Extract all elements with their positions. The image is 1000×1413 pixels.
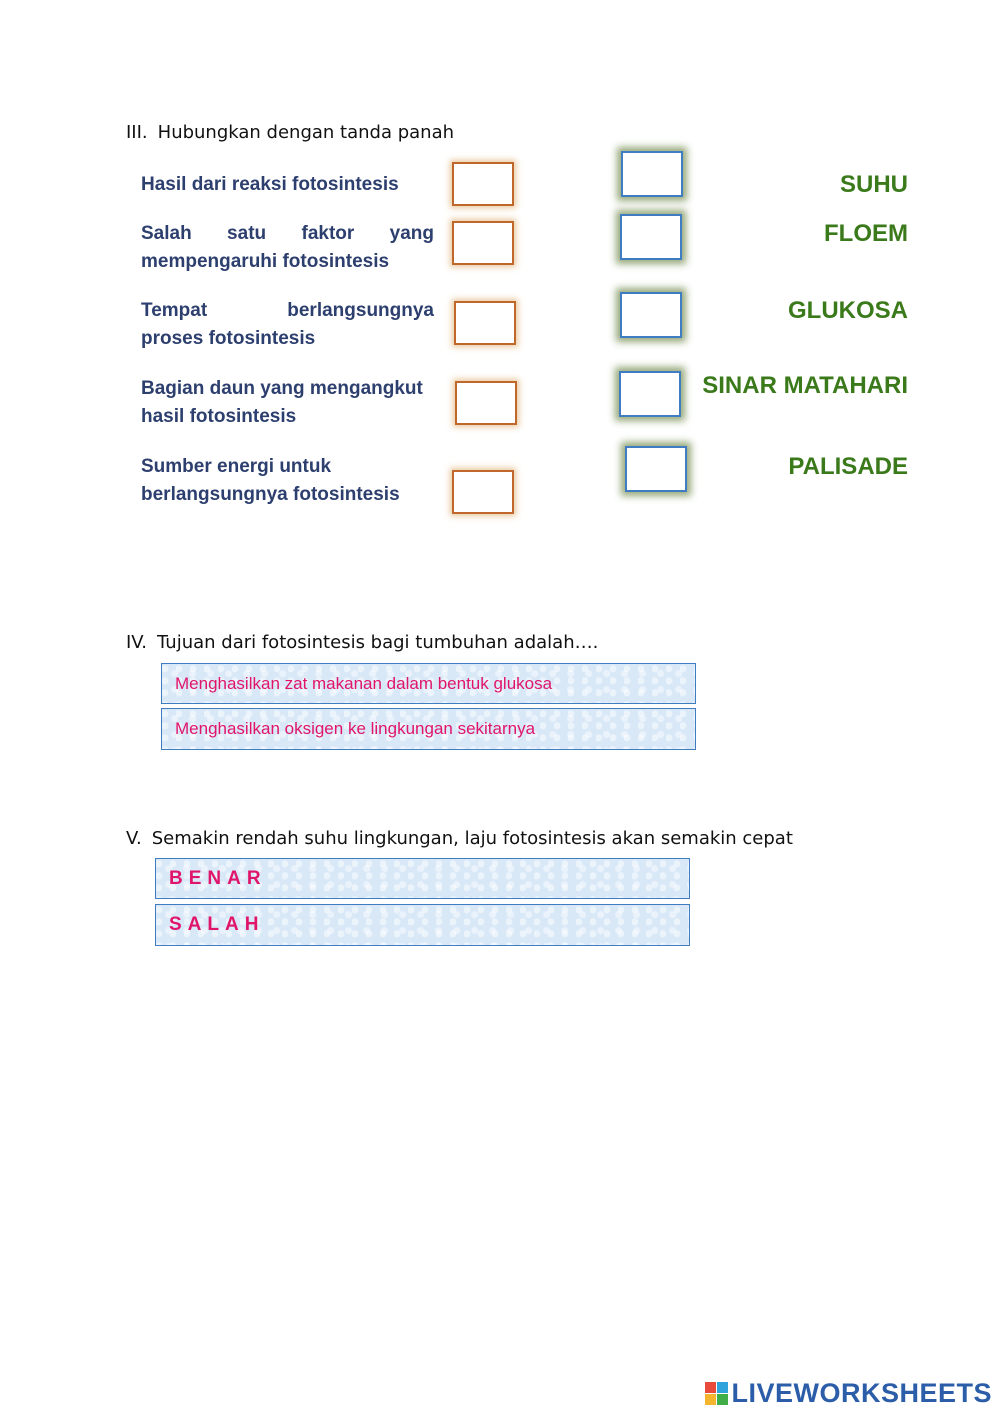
prompt-3 [141, 297, 434, 353]
answer-floem: FLOEM [824, 220, 908, 247]
choice-5-benar-label: BENAR [169, 867, 267, 889]
section-4-title-text: Tujuan dari fotosintesis bagi tumbuhan adalah…. [157, 632, 599, 653]
prompt-1 [141, 171, 434, 199]
prompt-4-line2: hasil fotosintesis [141, 406, 297, 427]
section-4-title [126, 632, 598, 653]
prompt-4-line1: Bagian daun yang mengangkut [141, 378, 423, 399]
section-3-title [126, 122, 454, 143]
answer-glukosa: GLUKOSA [788, 297, 908, 324]
choice-4-option-2[interactable] [161, 708, 696, 750]
prompt-5 [141, 453, 434, 509]
left-match-box-4[interactable] [455, 381, 517, 425]
section-3-title-text: Hubungkan dengan tanda panah [157, 122, 455, 143]
prompt-3-line2: proses fotosintesis [141, 328, 316, 349]
prompt-1-text: Hasil dari reaksi fotosintesis [141, 174, 399, 195]
answer-palisade: PALISADE [788, 453, 908, 480]
prompt-2-line2: mempengaruhi fotosintesis [141, 251, 390, 272]
section-5-number: V. [126, 828, 142, 849]
prompt-5-line2: berlangsungnya fotosintesis [141, 484, 400, 505]
prompt-4 [141, 375, 451, 431]
choice-5-salah[interactable] [155, 904, 690, 946]
section-5-title-text: Semakin rendah suhu lingkungan, laju fotosintesis akan semakin cepat [151, 828, 793, 849]
choice-5-salah-label: SALAH [169, 914, 265, 935]
prompt-2-line1: Salah satu faktor yang [141, 223, 434, 244]
left-match-box-2[interactable] [452, 221, 514, 265]
section-3-number: III. [126, 122, 148, 143]
liveworksheets-logo-icon [705, 1382, 728, 1405]
left-match-box-1[interactable] [452, 162, 514, 206]
choice-4-option-1-label: Menghasilkan zat makanan dalam bentuk glukosa [175, 673, 553, 693]
choice-5-benar[interactable] [155, 858, 690, 899]
prompt-2 [141, 220, 434, 276]
left-match-box-5[interactable] [452, 470, 514, 514]
liveworksheets-logo [705, 1378, 992, 1409]
answer-suhu: SUHU [839, 171, 908, 198]
left-match-box-3[interactable] [454, 301, 516, 345]
choice-4-option-2-label: Menghasilkan oksigen ke lingkungan sekitarnya [175, 719, 536, 738]
section-5-title [126, 828, 793, 849]
choice-4-option-1[interactable] [161, 663, 696, 704]
liveworksheets-logo-text: LIVEWORKSHEETS [731, 1378, 992, 1408]
prompt-5-line1: Sumber energi untuk [141, 456, 332, 477]
answer-sinar-matahari: SINAR MATAHARI [702, 372, 908, 399]
prompt-3-line1: Tempat berlangsungnya [141, 300, 434, 321]
section-4-number: IV. [126, 632, 148, 653]
